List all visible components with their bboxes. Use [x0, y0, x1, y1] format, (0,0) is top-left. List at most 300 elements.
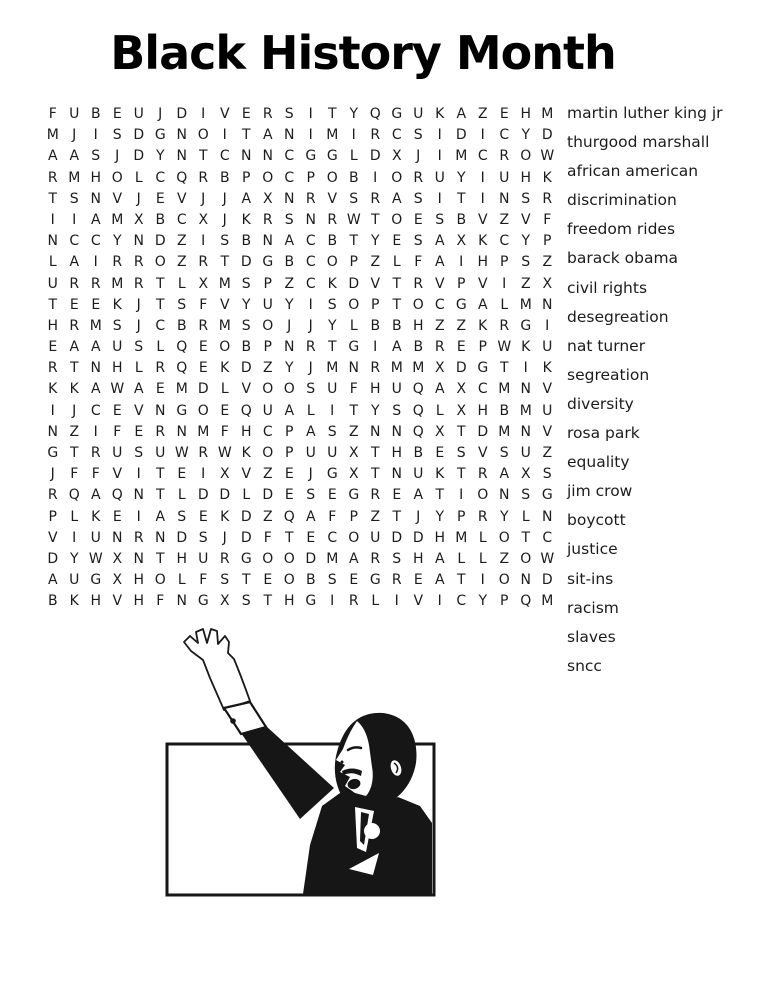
grid-letter: F: [199, 296, 208, 313]
grid-letter: X: [219, 466, 230, 483]
grid-letter: Q: [176, 339, 188, 356]
grid-letter: C: [542, 529, 553, 546]
grid-letter: A: [434, 381, 445, 398]
grid-letter: V: [434, 275, 445, 292]
mlk-cufflink: [230, 718, 236, 724]
grid-letter: T: [284, 529, 294, 546]
grid-letter: V: [219, 106, 230, 122]
grid-letter: T: [155, 550, 165, 567]
grid-letter: D: [262, 487, 274, 504]
grid-letter: R: [305, 339, 316, 356]
grid-letter: I: [201, 466, 206, 483]
grid-letter: E: [177, 466, 187, 483]
grid-letter: V: [133, 402, 144, 419]
grid-letter: O: [498, 572, 510, 589]
grid-letter: D: [176, 106, 188, 122]
grid-letter: T: [349, 402, 359, 419]
grid-letter: M: [541, 593, 554, 610]
grid-letter: I: [93, 423, 98, 440]
grid-letter: Z: [176, 233, 187, 250]
grid-letter: H: [133, 593, 145, 610]
grid-letter: S: [134, 445, 144, 461]
grid-letter: H: [520, 169, 532, 186]
grid-letter: S: [198, 529, 208, 546]
grid-letter: W: [346, 211, 361, 228]
grid-letter: E: [327, 487, 337, 504]
mlk-illustration: [150, 618, 460, 910]
grid-letter: P: [48, 508, 57, 525]
grid-letter: C: [155, 169, 166, 186]
grid-letter: U: [327, 445, 338, 461]
grid-letter: M: [519, 296, 532, 313]
grid-letter: Z: [262, 508, 273, 525]
grid-letter: R: [305, 190, 316, 207]
grid-letter: B: [176, 317, 187, 334]
grid-letter: K: [241, 445, 251, 461]
grid-letter: R: [370, 127, 381, 144]
grid-letter: I: [136, 508, 141, 525]
grid-letter: S: [435, 211, 445, 228]
grid-letter: V: [327, 190, 338, 207]
grid-letter: G: [541, 487, 553, 504]
grid-letter: J: [308, 360, 313, 377]
grid-letter: B: [219, 169, 230, 186]
grid-letter: S: [69, 190, 79, 207]
grid-letter: Z: [499, 211, 510, 228]
grid-letter: O: [520, 148, 532, 165]
grid-letter: D: [133, 127, 145, 144]
grid-letter: D: [47, 550, 59, 567]
grid-letter: Z: [348, 423, 359, 440]
grid-letter: Z: [477, 106, 488, 122]
grid-letter: U: [112, 445, 123, 461]
grid-letter: C: [155, 317, 166, 334]
grid-letter: Q: [176, 360, 188, 377]
grid-letter: C: [284, 169, 295, 186]
grid-letter: A: [434, 572, 445, 589]
grid-letter: R: [198, 254, 209, 271]
grid-letter: X: [456, 402, 467, 419]
grid-letter: Y: [456, 169, 466, 186]
grid-letter: T: [349, 233, 359, 250]
grid-letter: R: [477, 508, 488, 525]
grid-letter: U: [198, 550, 209, 567]
grid-letter: R: [413, 169, 424, 186]
grid-letter: N: [262, 148, 273, 165]
grid-letter: E: [69, 296, 79, 313]
grid-letter: J: [308, 317, 313, 334]
grid-letter: T: [521, 529, 531, 546]
grid-letter: O: [262, 169, 274, 186]
grid-letter: R: [391, 572, 402, 589]
grid-letter: Q: [176, 169, 188, 186]
grid-letter: E: [284, 466, 294, 483]
grid-letter: M: [218, 275, 231, 292]
grid-letter: S: [542, 466, 552, 483]
grid-letter: V: [477, 445, 488, 461]
grid-letter: Y: [284, 360, 294, 377]
grid-letter: N: [542, 296, 553, 313]
grid-letter: J: [222, 211, 227, 228]
grid-letter: K: [478, 317, 488, 334]
grid-letter: P: [306, 169, 315, 186]
grid-letter: R: [47, 360, 58, 377]
grid-letter: O: [283, 572, 295, 589]
mlk-button: [364, 823, 380, 839]
grid-letter: B: [284, 254, 295, 271]
grid-letter: B: [413, 445, 424, 461]
grid-letter: B: [348, 169, 359, 186]
grid-letter: H: [369, 381, 381, 398]
grid-letter: B: [241, 339, 252, 356]
grid-letter: W: [174, 445, 189, 461]
grid-letter: T: [198, 148, 208, 165]
grid-letter: G: [305, 148, 317, 165]
grid-letter: O: [197, 127, 209, 144]
grid-letter: A: [456, 106, 467, 122]
grid-letter: N: [348, 360, 359, 377]
grid-letter: S: [413, 190, 423, 207]
grid-letter: N: [176, 593, 187, 610]
grid-letter: D: [391, 529, 403, 546]
grid-letter: G: [176, 402, 188, 419]
grid-letter: P: [543, 233, 552, 250]
grid-letter: S: [134, 339, 144, 356]
grid-letter: T: [392, 275, 402, 292]
word-list-item: barack obama: [567, 249, 679, 268]
grid-letter: O: [391, 211, 403, 228]
grid-letter: U: [413, 106, 424, 122]
grid-letter: D: [455, 360, 467, 377]
grid-letter: L: [392, 254, 401, 271]
grid-letter: G: [391, 106, 403, 122]
grid-letter: S: [521, 254, 531, 271]
grid-letter: L: [242, 487, 251, 504]
grid-letter: T: [327, 339, 337, 356]
grid-letter: W: [497, 339, 512, 356]
grid-letter: Y: [499, 508, 509, 525]
grid-letter: B: [456, 211, 467, 228]
grid-letter: I: [523, 360, 528, 377]
grid-letter: T: [155, 487, 165, 504]
grid-letter: J: [50, 466, 55, 483]
grid-letter: U: [542, 339, 553, 356]
grid-letter: D: [219, 487, 231, 504]
grid-letter: L: [177, 487, 186, 504]
word-list-item: sncc: [567, 656, 602, 675]
grid-letter: G: [348, 487, 360, 504]
grid-letter: N: [262, 233, 273, 250]
grid-letter: T: [370, 445, 380, 461]
grid-letter: B: [391, 317, 402, 334]
grid-letter: I: [72, 211, 77, 228]
grid-letter: I: [480, 169, 485, 186]
grid-letter: R: [155, 360, 166, 377]
grid-letter: R: [69, 275, 80, 292]
grid-letter: N: [391, 423, 402, 440]
grid-letter: B: [327, 233, 338, 250]
grid-letter: F: [91, 466, 100, 483]
grid-letter: V: [520, 211, 531, 228]
grid-letter: R: [370, 550, 381, 567]
grid-letter: D: [541, 127, 553, 144]
grid-letter: X: [456, 233, 467, 250]
grid-letter: C: [477, 381, 488, 398]
grid-letter: H: [391, 445, 403, 461]
grid-letter: I: [201, 233, 206, 250]
grid-letter: N: [241, 148, 252, 165]
grid-letter: Y: [155, 148, 165, 165]
grid-letter: X: [434, 423, 445, 440]
grid-letter: O: [197, 402, 209, 419]
grid-letter: M: [455, 148, 468, 165]
grid-letter: S: [349, 190, 359, 207]
grid-letter: I: [480, 127, 485, 144]
grid-letter: R: [133, 529, 144, 546]
grid-letter: S: [220, 233, 230, 250]
grid-letter: P: [263, 339, 272, 356]
grid-letter: K: [435, 106, 445, 122]
grid-letter: X: [198, 275, 209, 292]
grid-letter: H: [47, 317, 59, 334]
word-list-item: diversity: [567, 394, 634, 413]
grid-letter: E: [112, 508, 122, 525]
grid-letter: N: [305, 211, 316, 228]
grid-letter: K: [220, 508, 230, 525]
grid-letter: O: [477, 487, 489, 504]
word-list-item: nat turner: [567, 336, 646, 355]
grid-letter: O: [283, 550, 295, 567]
grid-letter: D: [477, 423, 489, 440]
grid-letter: A: [348, 550, 359, 567]
grid-letter: X: [348, 466, 359, 483]
grid-letter: Z: [434, 317, 445, 334]
grid-letter: S: [413, 127, 423, 144]
grid-letter: O: [348, 529, 360, 546]
grid-letter: A: [434, 233, 445, 250]
grid-letter: J: [308, 466, 313, 483]
grid-letter: Z: [456, 317, 467, 334]
word-list-item: rosa park: [567, 424, 640, 443]
grid-letter: M: [175, 381, 188, 398]
grid-letter: L: [70, 508, 79, 525]
grid-letter: E: [413, 572, 423, 589]
grid-letter: B: [241, 233, 252, 250]
grid-letter: O: [219, 339, 231, 356]
grid-letter: R: [262, 211, 273, 228]
grid-letter: C: [262, 423, 273, 440]
grid-letter: Q: [369, 106, 381, 122]
grid-letter: A: [305, 423, 316, 440]
grid-letter: G: [477, 360, 489, 377]
grid-letter: R: [90, 445, 101, 461]
grid-letter: E: [284, 487, 294, 504]
grid-letter: N: [284, 127, 295, 144]
grid-letter: I: [459, 487, 464, 504]
grid-letter: G: [369, 572, 381, 589]
grid-letter: O: [391, 169, 403, 186]
grid-letter: R: [499, 317, 510, 334]
grid-letter: U: [262, 296, 273, 313]
grid-letter: N: [284, 190, 295, 207]
grid-letter: S: [112, 317, 122, 334]
grid-letter: I: [394, 593, 399, 610]
grid-letter: V: [176, 190, 187, 207]
grid-letter: F: [220, 423, 229, 440]
grid-letter: X: [219, 593, 230, 610]
grid-letter: R: [370, 190, 381, 207]
grid-letter: A: [434, 550, 445, 567]
grid-letter: D: [154, 233, 166, 250]
grid-letter: N: [391, 466, 402, 483]
grid-letter: H: [477, 254, 489, 271]
grid-letter: I: [330, 402, 335, 419]
grid-letter: T: [499, 360, 509, 377]
grid-letter: K: [69, 381, 79, 398]
grid-letter: K: [69, 593, 79, 610]
grid-letter: B: [413, 339, 424, 356]
grid-letter: S: [521, 487, 531, 504]
grid-letter: F: [414, 254, 423, 271]
grid-letter: I: [480, 190, 485, 207]
grid-letter: U: [391, 381, 402, 398]
grid-letter: A: [133, 381, 144, 398]
grid-letter: R: [112, 254, 123, 271]
grid-letter: C: [499, 127, 510, 144]
grid-letter: U: [90, 529, 101, 546]
grid-letter: A: [90, 381, 101, 398]
grid-letter: N: [133, 233, 144, 250]
grid-letter: M: [519, 402, 532, 419]
grid-letter: G: [305, 593, 317, 610]
grid-letter: D: [197, 381, 209, 398]
grid-letter: X: [112, 550, 123, 567]
word-list-item: african american: [567, 162, 699, 181]
grid-letter: F: [48, 106, 57, 122]
grid-letter: P: [349, 254, 358, 271]
grid-letter: V: [542, 423, 553, 440]
grid-letter: E: [413, 211, 423, 228]
grid-letter: M: [390, 360, 403, 377]
grid-letter: S: [284, 106, 294, 122]
grid-letter: V: [112, 593, 123, 610]
grid-letter: T: [241, 572, 251, 589]
grid-letter: D: [240, 529, 252, 546]
grid-letter: F: [156, 593, 165, 610]
grid-letter: C: [305, 275, 316, 292]
grid-letter: P: [285, 423, 294, 440]
word-list-item: thurgood marshall: [567, 133, 710, 152]
mlk-nostril: [341, 761, 344, 764]
grid-letter: S: [220, 572, 230, 589]
grid-letter: V: [47, 529, 58, 546]
grid-letter: F: [263, 529, 272, 546]
grid-letter: U: [327, 381, 338, 398]
grid-letter: I: [437, 593, 442, 610]
grid-letter: N: [542, 508, 553, 525]
grid-letter: N: [284, 339, 295, 356]
grid-letter: O: [326, 169, 338, 186]
grid-letter: L: [500, 296, 509, 313]
grid-letter: R: [155, 423, 166, 440]
grid-letter: P: [263, 275, 272, 292]
grid-letter: X: [198, 211, 209, 228]
grid-letter: R: [133, 275, 144, 292]
grid-letter: K: [478, 233, 488, 250]
grid-letter: R: [370, 360, 381, 377]
grid-letter: P: [242, 169, 251, 186]
mlk-hand: [184, 629, 250, 710]
grid-letter: C: [305, 254, 316, 271]
grid-letter: Q: [68, 487, 80, 504]
grid-letter: V: [241, 381, 252, 398]
word-list: [567, 99, 723, 681]
word-list-item: justice: [567, 540, 618, 559]
grid-letter: A: [155, 508, 166, 525]
grid-letter: E: [499, 106, 509, 122]
grid-letter: J: [72, 402, 77, 419]
grid-letter: S: [456, 445, 466, 461]
grid-letter: Q: [412, 402, 424, 419]
grid-letter: H: [240, 423, 252, 440]
word-list-item: jim crow: [567, 482, 633, 501]
grid-letter: M: [455, 529, 468, 546]
grid-letter: U: [542, 402, 553, 419]
grid-letter: A: [413, 487, 424, 504]
grid-letter: E: [134, 423, 144, 440]
grid-letter: J: [136, 296, 141, 313]
grid-letter: C: [327, 529, 338, 546]
grid-letter: N: [133, 550, 144, 567]
grid-letter: Y: [327, 317, 337, 334]
grid-letter: O: [262, 445, 274, 461]
grid-letter: Y: [69, 550, 79, 567]
grid-letter: T: [456, 190, 466, 207]
grid-letter: Q: [520, 593, 532, 610]
grid-letter: S: [91, 148, 101, 165]
grid-letter: C: [305, 233, 316, 250]
grid-letter: R: [47, 487, 58, 504]
grid-letter: S: [306, 487, 316, 504]
grid-letter: Q: [111, 487, 123, 504]
grid-letter: D: [176, 529, 188, 546]
grid-letter: I: [308, 106, 313, 122]
grid-letter: V: [241, 466, 252, 483]
grid-letter: L: [478, 529, 487, 546]
grid-letter: S: [392, 550, 402, 567]
grid-letter: T: [392, 296, 402, 313]
grid-letter: O: [262, 381, 274, 398]
grid-letter: Z: [176, 254, 187, 271]
grid-letter: G: [47, 445, 59, 461]
grid-letter: U: [155, 445, 166, 461]
grid-letter: M: [498, 423, 511, 440]
grid-letter: M: [89, 317, 102, 334]
grid-letter: Q: [412, 381, 424, 398]
grid-letter: M: [326, 127, 339, 144]
grid-letter: L: [134, 169, 143, 186]
grid-letter: E: [241, 106, 251, 122]
grid-letter: N: [499, 487, 510, 504]
grid-letter: G: [197, 593, 209, 610]
grid-letter: A: [241, 190, 252, 207]
grid-letter: N: [176, 423, 187, 440]
grid-letter: T: [435, 487, 445, 504]
grid-letter: I: [545, 317, 550, 334]
grid-letter: I: [308, 296, 313, 313]
grid-letter: C: [90, 233, 101, 250]
grid-letter: A: [262, 127, 273, 144]
